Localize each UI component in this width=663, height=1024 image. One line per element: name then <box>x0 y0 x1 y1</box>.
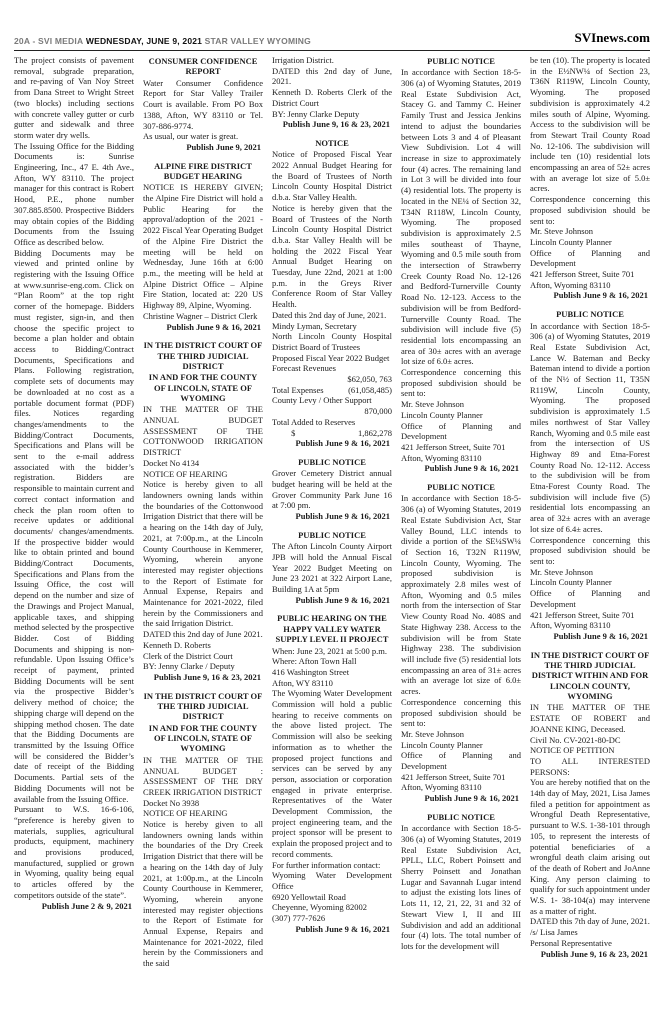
notice-paragraph: Kenneth D. Roberts <box>143 639 211 650</box>
notice-paragraph: Correspondence concerning this proposed subdivision should be sent to: <box>530 194 650 226</box>
notice-paragraph: You are hereby notified that on the 14th day of May, 2021, Lisa James filed a petition for appointment as Wrongful Death Representative, pursuant to W.S. 1-38-101 through 105, to represent the interests of potential beneficiaries of a wrongful death claim arising out of the death of Robert and JoAnne King. Any person claiming to qualify for such appointment under W.S. 1- 38-104(a) may intervene as a matter of right. <box>530 777 650 916</box>
notice-paragraph: Office of Planning and Development <box>401 750 521 772</box>
notice-paragraph: The Wyoming Water Development Commission will hold a public hearing to receive comments on the above listed project. The Commission will also be seeking information as to whether the proposed project functions and services can be served by any person, association or corporation engaged in private enterprise. Representatives of the Water Development Commission, the project engineering team, and the project sponsor will be present to explain the proposed project and to record comments. <box>272 688 392 859</box>
notice-heading: CONSUMER CONFIDENCE REPORT <box>148 56 258 77</box>
notice-paragraph: Water Consumer Confidence Report for Star Valley Trailer Court is available. From PO Box 1388, Afton, WY 83110 or Tel. 307-886-9774. <box>143 77 263 131</box>
notice-paragraph: Correspondence concerning this proposed subdivision should be sent to: <box>530 534 650 566</box>
notice-paragraph: IN THE MATTER OF THE ANNUAL BUDGET : ASSESSMENT OF THE DRY CREEK IRRIGATION DISTRICT <box>143 754 263 797</box>
notice-paragraph: Proposed Fiscal Year 2022 Budget <box>272 352 390 363</box>
notice-paragraph: DATED this 2nd day of June, 2021. <box>272 65 392 87</box>
budget-label: $ <box>272 427 296 438</box>
notice-paragraph: Cheyenne, Wyoming 82002 <box>272 902 367 913</box>
news-column-4 <box>401 55 521 1011</box>
notice-paragraph: Afton, Wyoming 83110 <box>530 279 611 290</box>
notice-paragraph: TO ALL INTERESTED PERSONS: <box>530 755 650 777</box>
publish-line: Publish June 9 & 16, 2021 <box>166 321 261 332</box>
notice-paragraph: BY: Jenny Clarke Deputy <box>272 108 360 119</box>
notice-paragraph: NOTICE IS HEREBY GIVEN; the Alpine Fire District will hold a Public Hearing for the approval/adoption of the 2021 - 2022 Fiscal Year Operating Budget of the Alpine Fire District the meeting will be held on Wednesday, June 16th at 6:00 p.m., the meeting will be held at Alpine District Office – Alpine Fire Station, located at: 220 US Highway 89, Alpine, Wyoming. <box>143 182 263 311</box>
notice-heading: PUBLIC HEARING ON THE HAPPY VALLEY WATER SUPPLY LEVEL II PROJECT <box>275 613 389 645</box>
notice-paragraph: Notice is hereby given to all landowners owning lands within the boundaries of the Dry Creek Irrigation District that there will be a hearing on the 14th day of July 2021, at 1:00p.m., at the Lincoln County Courthouse in Kemmerer, Wyoming, wherein anyone interested may register objections to the Report of Estimate for Annual Expense, Repairs and Maintenance for 2021-2022, filed herein by the Commissioners and the said <box>143 819 263 969</box>
notice-paragraph: The Afton Lincoln County Airport JPB will hold the Annual Fiscal Year 2022 Budget Meeting on June 23 2021 at 322 Airport Lane, Building 1A at 5pm <box>272 541 392 595</box>
notice-paragraph: Christine Wagner – District Clerk <box>143 310 258 321</box>
publish-line: Publish June 9 & 16, 2021 <box>424 463 519 474</box>
notice-heading: IN AND FOR THE COUNTY OF LINCOLN, STATE OF WYOMING <box>148 722 258 754</box>
notice-paragraph: In accordance with Section 18-5-306 (a) of Wyoming Statutes, 2019 Real Estate Subdivision Act, Star Valley Bound, LLC intends to divide a portion of the SE¼SW¼ of Section 16, T32N R119W, Lincoln County, Wyoming. The proposed subdivision is approximately 2.8 miles west of Afton, Wyoming and 0.5 miles north from the intersection of Star View County Road No. 408S and State Highway 238. Access to the subdivision will be from State Highway 238. The subdivision will include five (5) residential lots encompassing an area of 31± acres with an average lot size of 6.0± acres. <box>401 493 521 697</box>
notice-paragraph: IN THE MATTER OF THE ANNUAL BUDGET ASSESSMENT OF THE COTTONWOOD IRRIGATION DISTRICT <box>143 404 263 458</box>
publish-line: Publish June 2 & 9, 2021 <box>41 900 132 911</box>
budget-label: Total Expenses <box>272 384 324 395</box>
notice-paragraph: Office of Planning and Development <box>530 247 650 269</box>
budget-value: (61,058,485) <box>348 384 392 395</box>
news-column-2 <box>143 55 263 1011</box>
notice-heading: IN AND FOR THE COUNTY OF LINCOLN, STATE OF WYOMING <box>148 372 258 403</box>
masthead-left <box>14 36 311 46</box>
notice-paragraph: In accordance with Section 18-5-306 (a) of Wyoming Statutes, 2019 Real Estate Subdivision Act, PPLL, LLC, Robert Poinsett and Sherry Poinsett and Jonathan Lugar and Savannah Lugar intend to adjust the existing lots lines of Lots 11, 12, 21, 22, 31 and 32 of Stewart View I, II and III Subdivision and add an additional four (4) lots. The total number of lots for the development will <box>401 823 521 951</box>
notice-paragraph: Civil No. CV-2021-80-DC <box>530 734 621 745</box>
notice-paragraph: Mr. Steve Johnson <box>530 226 594 237</box>
notice-paragraph: Lincoln County Planner <box>401 739 483 750</box>
page-number: 20A - SVI MEDIA <box>14 36 84 46</box>
notice-paragraph: NOTICE OF HEARING <box>143 808 228 819</box>
notice-paragraph: North Lincoln County Hospital District Board of Trustees <box>272 331 392 352</box>
publish-line: Publish June 9, 2021 <box>186 141 261 152</box>
publish-line: Publish June 9 & 16, 2021 <box>553 630 648 641</box>
notice-paragraph: Bidding Documents may be viewed and printed online by registering with the Issuing Office at www.sunrise-eng.com. Click on “Plan Room” at the top right corner of the homepage. Bidders must register, sign-in, and then choose the specific project to become a plan holder and obtain access to Bidding/Contract Documents, Specifications and Plans. Following registration, complete sets of documents may be downloaded at no cost as a portable document format (PDF) files. Notices regarding changes/amendments to the Bidding/Contract Documents, Specifications and Plans will be sent to the e-mail address associated with the bidder’s registration. Bidders are responsible to maintain current and correct contact information and check the plan room often to receive updates or additional documents/ changes/amendments. If the prospective bidder would like to obtain printed and bound Bidding/Contract Documents, Specifications and Plans from the Issuing Office, the cost will depend on the number and size of the Drawings and Project Manual, applicable taxes, and shipping method selected by the prospective Bidder. Cost of Bidding Documents and shipping is non-refundable. Upon Issuing Office’s receipt of payment, printed Bidding Documents will be sent via the prospective Bidder’s delivery method of choice; the shipping charge will depend on the shipping method chosen. The date that the Bidding Documents are transmitted by the Issuing Office will be considered the Bidder’s date of receipt of the Bidding Documents. Partial sets of the Bidding Documents will not be available from the Issuing Office. <box>14 247 134 804</box>
notice-paragraph: Afton, Wyoming 83110 <box>530 620 611 631</box>
notice-heading: NOTICE <box>315 137 349 148</box>
news-column-3 <box>272 55 392 1011</box>
budget-label: Total Added to Reserves <box>272 416 356 427</box>
budget-label: County Levy / Other Support <box>272 395 372 406</box>
notice-paragraph: Docket No 3938 <box>143 797 200 808</box>
publish-line: Publish June 9 & 16, 2021 <box>295 438 390 449</box>
notice-heading: PUBLIC NOTICE <box>427 56 495 66</box>
website-masthead: SVInews.com <box>574 30 650 45</box>
budget-value: $62,050, 763 <box>347 374 392 385</box>
publish-line: Publish June 9 & 16, 2021 <box>295 594 390 605</box>
legal-notices-columns <box>14 55 650 1011</box>
notice-heading: PUBLIC NOTICE <box>298 456 366 467</box>
notice-paragraph: Mr. Steve Johnson <box>401 728 465 739</box>
notice-paragraph: /s/ Lisa James <box>530 927 578 938</box>
notice-paragraph: Mindy Lyman, Secretary <box>272 320 357 331</box>
notice-heading: IN THE DISTRICT COURT OF THE THIRD JUDICIAL DISTRICT <box>143 690 263 722</box>
notice-paragraph: For further information contact: <box>272 859 381 870</box>
notice-heading: PUBLIC NOTICE <box>427 482 495 493</box>
notice-paragraph: Office of Planning and Development <box>530 588 650 609</box>
notice-paragraph: Correspondence concerning this proposed subdivision should be sent to: <box>401 367 521 399</box>
notice-paragraph: Clerk of the District Court <box>143 650 233 661</box>
publish-line: Publish June 9, 16 & 23, 2021 <box>540 948 648 959</box>
notice-paragraph: Personal Representative <box>530 937 612 948</box>
budget-value: 870,000 <box>364 406 392 417</box>
notice-heading: PUBLIC NOTICE <box>556 309 624 320</box>
notice-paragraph: 421 Jefferson Street, Suite 701 <box>530 269 635 280</box>
publish-line: Publish June 9, 16 & 23, 2021 <box>282 119 390 130</box>
notice-paragraph: NOTICE OF HEARING <box>143 468 228 479</box>
notice-heading: IN THE DISTRICT COURT OF THE THIRD JUDICIAL DISTRICT <box>143 340 263 371</box>
notice-paragraph: 6920 Yellowtail Road <box>272 891 346 902</box>
notice-paragraph: Grover Cemetery District annual budget hearing will be held at the Grover Community Park June 16 at 7:00 pm. <box>272 468 392 511</box>
notice-paragraph: When: June 23, 2021 at 5:00 p.m. <box>272 645 387 656</box>
budget-line <box>272 374 392 385</box>
news-column-5 <box>530 55 650 1011</box>
notice-paragraph: Irrigation District. <box>272 55 334 65</box>
notice-heading: PUBLIC NOTICE <box>298 529 366 540</box>
notice-heading: IN THE DISTRICT COURT OF THE THIRD JUDICIAL DISTRICT WITHIN AND FOR LINCOLN COUNTY, WYOMING <box>530 649 650 702</box>
notice-paragraph: DATED this 7th day of June, 2021. <box>530 916 650 927</box>
notice-paragraph: Notice is hereby given that the Board of Trustees of the North Lincoln County Hospital District d.b.a. Star Valley Health will be holding the 2022 Fiscal Year Annual Budget Hearing on Tuesday, June 22nd, 2021 at 1:00 p.m. in the Greys River Conference Room of Star Valley Health. <box>272 202 392 310</box>
notice-paragraph: Mr. Steve Johnson <box>530 566 594 577</box>
notice-paragraph: DATED this 2nd day of June 2021. <box>143 629 263 640</box>
notice-heading: PUBLIC NOTICE <box>427 811 495 822</box>
notice-paragraph: Afton, WY 83110 <box>272 677 333 688</box>
notice-paragraph: Lincoln County Planner <box>530 577 612 588</box>
notice-paragraph: As usual, our water is great. <box>143 131 239 142</box>
publish-line: Publish June 9, 16 & 23, 2021 <box>153 671 261 682</box>
notice-paragraph: Lincoln County Planner <box>401 409 483 420</box>
notice-paragraph: IN THE MATTER OF THE ESTATE OF ROBERT and JOANNE KING, Deceased. <box>530 702 650 734</box>
notice-paragraph: be ten (10). The property is located in the E½NW¼ of Section 23, T36N R119W, Lincoln County, Wyoming. The proposed subdivision is approximately 4.2 miles south of Alpine, Wyoming. Access to the subdivision will be from Stewart Trail County Road No. 12-106. The subdivision will include ten (10) residential lots encompassing an area of 52± acres with an average lot size of 5.0± acres. <box>530 55 650 194</box>
notice-paragraph: NOTICE OF PETITION <box>530 745 615 756</box>
notice-paragraph: Office of Planning and Development <box>401 420 521 442</box>
notice-paragraph: Where: Afton Town Hall <box>272 656 357 667</box>
notice-paragraph: (307) 777-7626 <box>272 913 326 924</box>
notice-paragraph: Correspondence concerning this proposed subdivision should be sent to: <box>401 696 521 729</box>
issue-location: STAR VALLEY WYOMING <box>204 36 311 46</box>
notice-paragraph: Notice of Proposed Fiscal Year 2022 Annual Budget Hearing for the Board of Trustees of North Lincoln County Hospital District d.b.a. Star Valley Health. <box>272 149 392 203</box>
notice-paragraph: Mr. Steve Johnson <box>401 399 465 410</box>
notice-paragraph: 416 Washington Street <box>272 666 350 677</box>
budget-line <box>272 417 392 428</box>
publish-line: Publish June 9 & 16, 2021 <box>295 923 390 934</box>
budget-line <box>272 406 392 417</box>
budget-line <box>272 395 392 406</box>
budget-line <box>272 428 392 439</box>
notice-paragraph: Notice is hereby given to all landowners owning lands within the boundaries of the Cottonwood Irrigation District that there will be a hearing on the 14th day of July, 2021, at 7:00p.m., at the Lincoln County Courthouse in Kemmerer, Wyoming, wherein anyone interested may register objections to the Report of Estimate for Annual Expense, Repairs and Maintenance for 2021-2022, filed herein by the Commissioners and the said Irrigation District. <box>143 479 263 629</box>
notice-paragraph: 421 Jefferson Street, Suite 701 <box>530 609 635 620</box>
notice-heading: ALPINE FIRE DISTRICT BUDGET HEARING <box>154 160 252 181</box>
notice-paragraph: In accordance with Section 18-5-306 (a) of Wyoming Statutes, 2019 Real Estate Subdivision Act, Stacey G. and Tammy C. Heiner Family Trust and Jessica Jenkins intend to adjust the boundaries between Lots 3 and 4 of Pleasant View Subdivision. Lot 4 will increase in size to approximately four (4) acres. The remaining land in Lot 3 will be divided into four (4) residential lots. The property is located in the NE¼ of Section 32, T34N R118W, Lincoln County, Wyoming. The proposed subdivision is approximately 2.5 miles southeast of Thayne, Wyoming and 0.5 mile south from the intersection of Strawberry Creek County Road No. 12-126 and Bedford-Turnerville County Road No. 12-123. Access to the subdivision will be from Bedford-Turnerville County Road. The subdivision will include five (5) residential lots encompassing an area of 30± acres with an average lot size of 6.0± acres. <box>401 67 521 367</box>
notice-paragraph: The project consists of pavement removal, subgrade preparation, and re-paving of Van Noy Street from Dana Street to Wright Street (two blocks) including sections with concrete valley gutter or curb gutter and sidewalk and three storm water dry wells. <box>14 55 134 140</box>
notice-paragraph: Pursuant to W.S. 16-6-106, “preference is hereby given to materials, supplies, agricultural products, equipment, machinery and provisions produced, manufactured, supplied or grown in Wyoming, quality being equal to articles offered by the competitors outside of the state”. <box>14 804 134 900</box>
notice-paragraph: Dated this 2nd day of June, 2021. <box>272 309 387 320</box>
notice-paragraph: BY: Jenny Clarke / Deputy <box>143 661 235 672</box>
notice-paragraph: Lincoln County Planner <box>530 236 612 247</box>
budget-line <box>272 363 392 374</box>
notice-paragraph: Afton, Wyoming 83110 <box>401 452 482 463</box>
notice-paragraph: In accordance with Section 18-5-306 (a) of Wyoming Statutes, 2019 Real Estate Subdivision Act, Lance W. Bateman and Becky Bateman intend to divide a portion of the N½ of Section 11, T35N R119W, Lincoln County, Wyoming. The proposed subdivision is approximately 1.5 miles northwest of Star Valley Ranch, Wyoming and 0.5 mile east from the intersection of US Highway 89 and Etna-Forest County Road No. 12-112. Access to the subdivision will be from Etna-Forest County Road. The subdivision will include five (5) residential lots encompassing an area of 32± acres with an average lot size of 6.4± acres. <box>530 320 650 534</box>
notice-paragraph: Kenneth D. Roberts Clerk of the District Court <box>272 87 392 108</box>
notice-paragraph: Afton, Wyoming 83110 <box>401 782 482 793</box>
publish-line: Publish June 9 & 16, 2021 <box>295 511 390 522</box>
news-column-1 <box>14 55 134 1011</box>
issue-date: WEDNESDAY, JUNE 9, 2021 <box>85 36 203 46</box>
budget-label: Forecast Revenues <box>272 363 336 374</box>
publish-line: Publish June 9 & 16, 2021 <box>553 290 648 301</box>
budget-line <box>272 385 392 396</box>
publish-line: Publish June 9 & 16, 2021 <box>424 793 519 804</box>
notice-paragraph: The Issuing Office for the Bidding Documents is: Sunrise Engineering, Inc., 47 E. 4th Ave., Afton, WY 83110. The project manager for this contract is Robert Hood, P.E., phone number 307.885.8500. Prospective Bidders may obtain copies of the Bidding Documents from the Issuing Office as described below. <box>14 140 134 247</box>
masthead <box>14 30 650 51</box>
notice-paragraph: 421 Jefferson Street, Suite 701 <box>401 771 506 782</box>
notice-paragraph: Wyoming Water Development Office <box>272 870 392 891</box>
budget-value: 1,862,278 <box>358 427 392 438</box>
notice-paragraph: Docket No 4134 <box>143 457 200 468</box>
notice-paragraph: 421 Jefferson Street, Suite 701 <box>401 441 506 452</box>
